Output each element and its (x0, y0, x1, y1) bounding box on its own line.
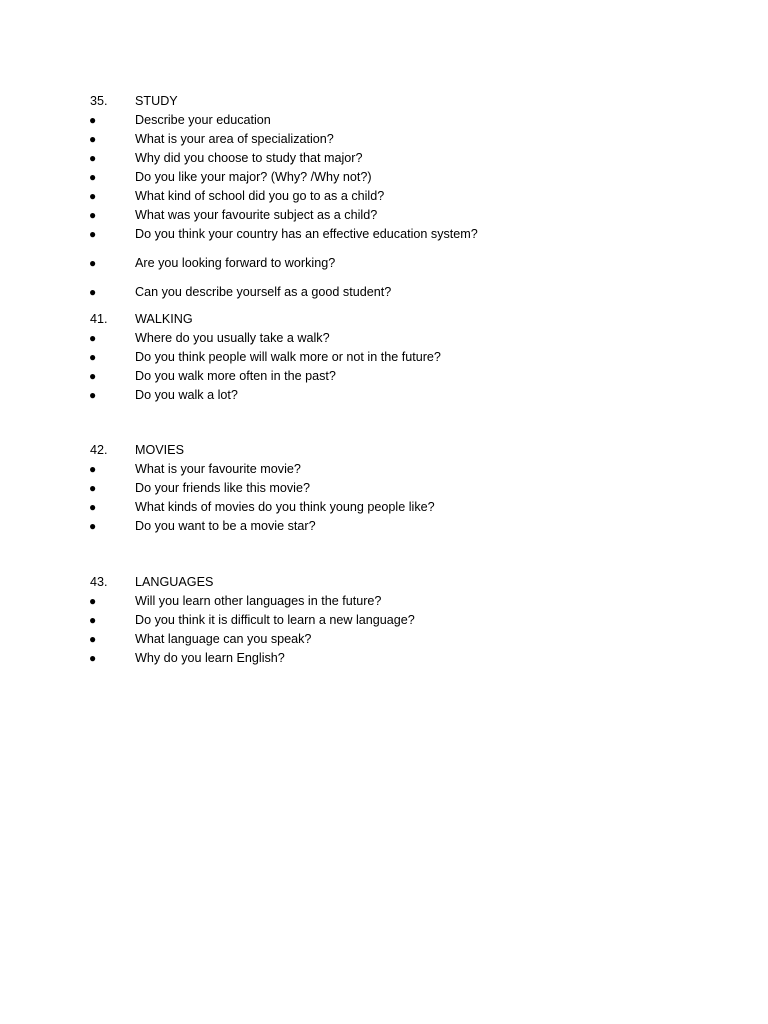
question-text: What was your favourite subject as a child? (135, 208, 378, 222)
section-heading-row (0, 441, 768, 460)
section-number: 35. (90, 94, 108, 108)
question-text: What kind of school did you go to as a child? (135, 189, 385, 203)
section-languages (0, 573, 768, 668)
list-item (0, 329, 768, 348)
question-text: Will you learn other languages in the future? (135, 594, 382, 608)
question-text: Do you think your country has an effective education system? (135, 227, 478, 241)
question-text: Describe your education (135, 113, 271, 127)
question-text: What is your favourite movie? (135, 462, 301, 476)
question-text: Where do you usually take a walk? (135, 331, 330, 345)
list-item (0, 130, 768, 149)
bullet-icon: ● (89, 227, 97, 241)
section-movies (0, 441, 768, 536)
bullet-icon: ● (89, 189, 97, 203)
bullet-icon: ● (89, 481, 97, 495)
bullet-icon: ● (89, 519, 97, 533)
question-text: Why did you choose to study that major? (135, 151, 363, 165)
question-text: Do your friends like this movie? (135, 481, 310, 495)
list-item (0, 592, 768, 611)
section-heading-row (0, 310, 768, 329)
section-heading: LANGUAGES (135, 575, 214, 589)
section-heading-row (0, 92, 768, 111)
list-item (0, 225, 768, 244)
bullet-icon: ● (89, 388, 97, 402)
list-item (0, 187, 768, 206)
bullet-icon: ● (89, 594, 97, 608)
bullet-icon: ● (89, 256, 97, 270)
list-item (0, 168, 768, 187)
bullet-icon: ● (89, 651, 97, 665)
bullet-icon: ● (89, 113, 97, 127)
list-item (0, 206, 768, 225)
list-item (0, 149, 768, 168)
question-text: Do you walk a lot? (135, 388, 238, 402)
question-text: Do you think people will walk more or not in the future? (135, 350, 441, 364)
question-text: Do you want to be a movie star? (135, 519, 316, 533)
section-walking (0, 310, 768, 405)
bullet-icon: ● (89, 285, 97, 299)
question-text: What kinds of movies do you think young people like? (135, 500, 435, 514)
bullet-icon: ● (89, 350, 97, 364)
list-item (0, 367, 768, 386)
list-item (0, 479, 768, 498)
bullet-icon: ● (89, 500, 97, 514)
question-text: Are you looking forward to working? (135, 256, 336, 270)
list-item (0, 111, 768, 130)
list-item (0, 649, 768, 668)
question-text: Can you describe yourself as a good student? (135, 285, 392, 299)
section-heading: STUDY (135, 94, 178, 108)
list-item (0, 283, 768, 302)
list-item (0, 460, 768, 479)
bullet-icon: ● (89, 170, 97, 184)
question-text: Do you think it is difficult to learn a new language? (135, 613, 415, 627)
section-study (0, 92, 768, 302)
list-item (0, 254, 768, 273)
bullet-icon: ● (89, 462, 97, 476)
bullet-icon: ● (89, 208, 97, 222)
question-text: Do you like your major? (Why? /Why not?) (135, 170, 372, 184)
section-heading: WALKING (135, 312, 193, 326)
bullet-icon: ● (89, 632, 97, 646)
section-heading-row (0, 573, 768, 592)
section-number: 43. (90, 575, 108, 589)
bullet-icon: ● (89, 151, 97, 165)
section-number: 41. (90, 312, 108, 326)
question-text: Why do you learn English? (135, 651, 285, 665)
question-text: What language can you speak? (135, 632, 312, 646)
list-item (0, 517, 768, 536)
question-text: What is your area of specialization? (135, 132, 334, 146)
bullet-icon: ● (89, 331, 97, 345)
list-item (0, 386, 768, 405)
bullet-icon: ● (89, 613, 97, 627)
section-heading: MOVIES (135, 443, 184, 457)
list-item (0, 498, 768, 517)
list-item (0, 630, 768, 649)
list-item (0, 348, 768, 367)
section-number: 42. (90, 443, 108, 457)
bullet-icon: ● (89, 369, 97, 383)
bullet-icon: ● (89, 132, 97, 146)
question-text: Do you walk more often in the past? (135, 369, 336, 383)
list-item (0, 611, 768, 630)
